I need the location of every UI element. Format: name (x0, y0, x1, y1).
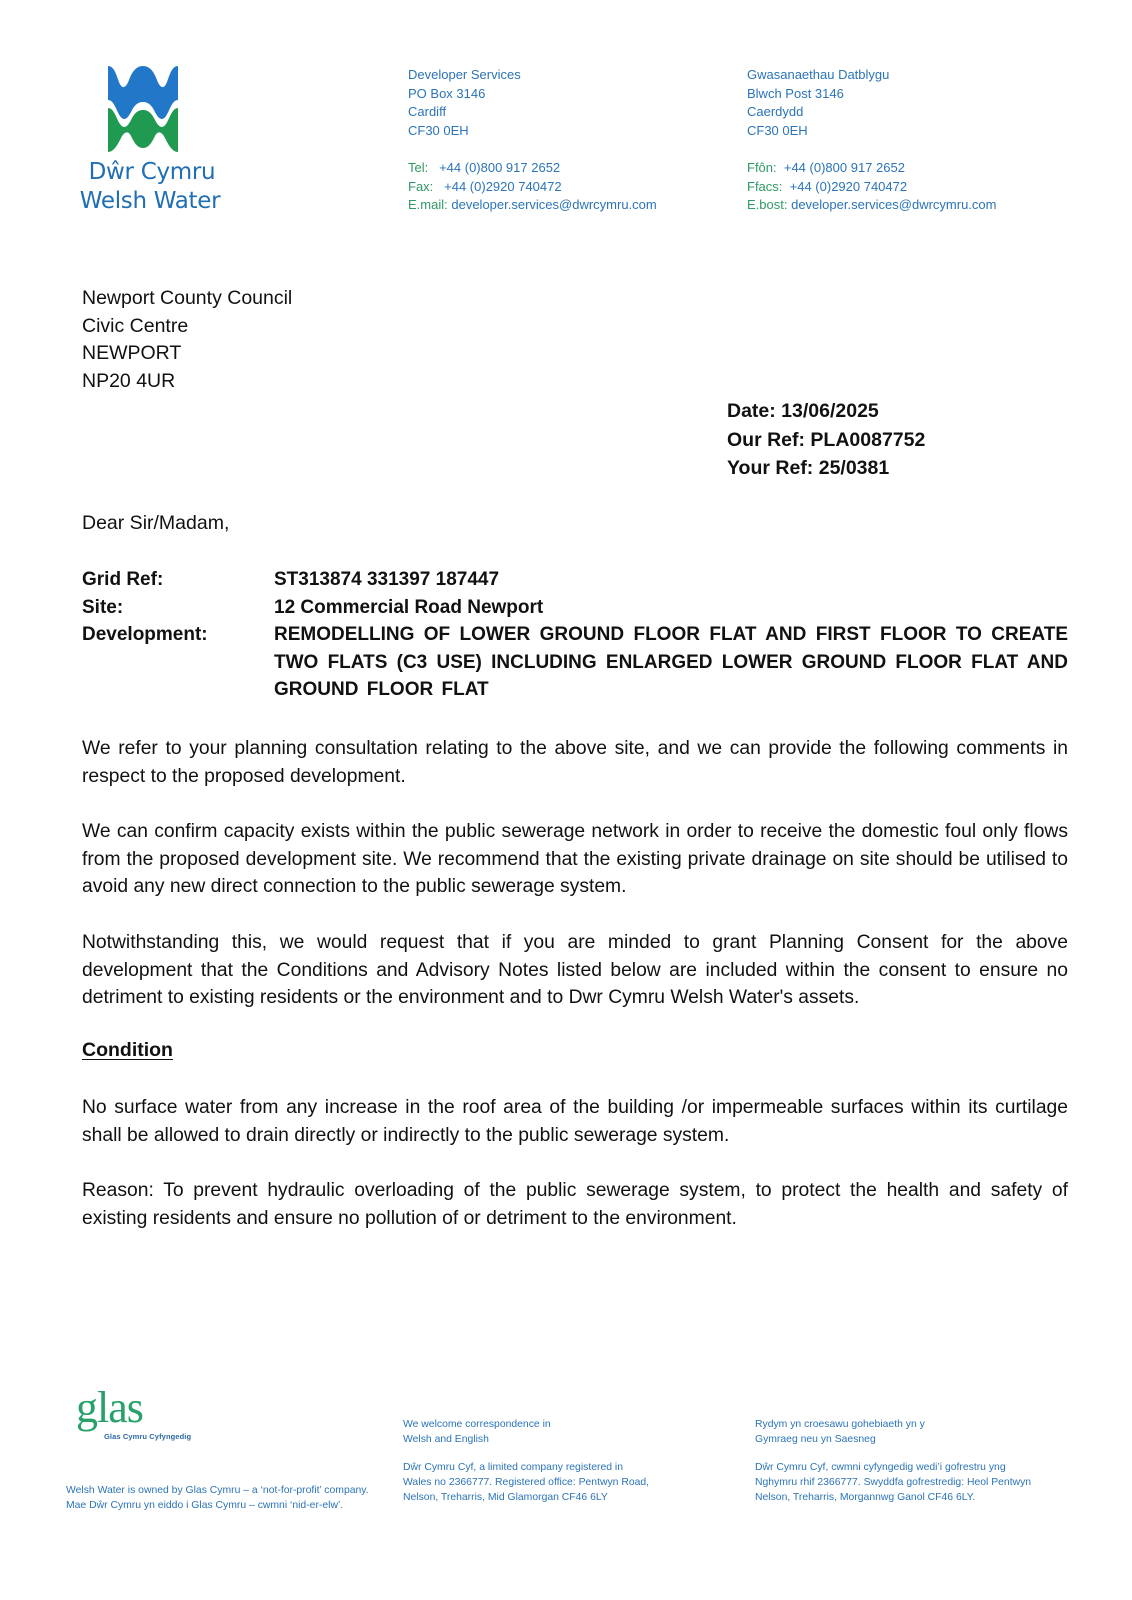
recipient-address (82, 285, 292, 395)
glas-cymru-subtitle: Glas Cymru Cyfyngedig (104, 1432, 192, 1441)
fax-label: Fax: (408, 178, 434, 194)
registration-line-welsh: Dŵr Cymru Cyf, cwmni cyfyngedig wedi’i gofrestru yng (755, 1462, 1006, 1473)
ownership-statement (66, 1483, 369, 1513)
email-line (408, 196, 657, 215)
fax-line-welsh (747, 178, 996, 197)
registration-line: Dŵr Cymru Cyf, a limited company registered in (403, 1462, 623, 1473)
our-reference: Our Ref: PLA0087752 (727, 428, 926, 451)
telephone-line (408, 159, 657, 178)
intro-paragraph: We refer to your planning consultation relating to the above site, and we can provide the following comments in respect to the proposed development. (82, 738, 1068, 787)
fax-number-welsh: +44 (0)2920 740472 (789, 178, 908, 194)
registration-line-welsh: Nghymru rhif 2366777. Swyddfa gofrestredig: Heol Pentwyn (755, 1477, 1032, 1488)
telephone-number-welsh: +44 (0)800 917 2652 (783, 159, 905, 175)
condition-paragraph: No surface water from any increase in the roof area of the building /or impermeable surfaces within its curtilage shall be allowed to drain directly or indirectly to the public sewerage system. (82, 1097, 1068, 1146)
recipient-line: Civic Centre (82, 314, 189, 337)
po-box-welsh: Blwch Post 3146 (747, 85, 844, 101)
letter-date: Date: 13/06/2025 (727, 400, 879, 422)
telephone-label: Tel: (408, 159, 429, 175)
email-address-welsh[interactable]: developer.services@dwrcymru.com (791, 197, 997, 213)
salutation: Dear Sir/Madam, (82, 512, 230, 534)
capacity-paragraph: We can confirm capacity exists within the public sewerage network in order to receive the domestic foul only flows from the proposed development site. We recommend that the existing private drainage on site should be utilised to avoid any new direct connection to the public sewerage system. (82, 821, 1068, 898)
your-reference: Your Ref: 25/0381 (727, 457, 890, 479)
development-row (82, 621, 1068, 704)
department-name: Developer Services (408, 67, 521, 82)
email-label-welsh: E.bost: (747, 197, 788, 213)
welcome-line-welsh: Gymraeg neu yn Saesneg (755, 1434, 876, 1445)
postcode-welsh: CF30 0EH (747, 122, 808, 138)
welcome-line-welsh: Rydym yn croesawu gohebiaeth yn y (755, 1419, 925, 1430)
glas-cymru-logo: glas (76, 1383, 143, 1432)
reference-block (727, 397, 925, 483)
development-label: Development: (82, 624, 208, 645)
po-box: PO Box 3146 (408, 85, 486, 101)
welsh-water-logo (70, 62, 230, 222)
contact-block-english (408, 66, 657, 215)
postcode: CF30 0EH (408, 122, 469, 138)
grid-ref-row (82, 566, 1068, 594)
site-value: 12 Commercial Road Newport (274, 596, 544, 618)
email-label: E.mail: (408, 197, 448, 213)
recipient-line: NP20 4UR (82, 369, 176, 392)
welcome-line: Welsh and English (403, 1434, 489, 1445)
logo-welsh-name: Dŵr Cymru (88, 159, 216, 185)
ownership-line-welsh: Mae Dŵr Cymru yn eiddo i Glas Cymru – cwmni ‘nid-er-elw’. (66, 1500, 344, 1511)
reason-paragraph: Reason: To prevent hydraulic overloading of the public sewerage system, to protect the health and safety of existing residents and ensure no pollution of or detriment to the environment. (82, 1180, 1068, 1229)
fax-label-welsh: Ffacs: (747, 178, 783, 194)
development-value: REMODELLING OF LOWER GROUND FLOOR FLAT AND FIRST FLOOR TO CREATE TWO FLATS (C3 USE) INCLUDING ENLARGED LOWER GROUND FLOOR FLAT AND GROUND FLOOR FLAT (274, 624, 1068, 700)
fax-number: +44 (0)2920 740472 (444, 178, 562, 194)
email-address[interactable]: developer.services@dwrcymru.com (451, 197, 657, 213)
request-paragraph: Notwithstanding this, we would request that if you are minded to grant Planning Consent for the above development that the Conditions and Advisory Notes listed below are included within the consent to ensure no detriment to existing residents or the environment and to Dwr Cymru Welsh Water's assets. (82, 932, 1068, 1009)
city-welsh: Caerdydd (747, 104, 804, 120)
registration-line-welsh: Nelson, Treharris, Morgannwg Ganol CF46 6LY. (755, 1492, 976, 1503)
site-particulars (82, 566, 1068, 704)
recipient-line: Newport County Council (82, 287, 293, 309)
department-name-welsh: Gwasanaethau Datblygu (747, 67, 890, 82)
footer-welsh-info (755, 1417, 1031, 1505)
welcome-line: We welcome correspondence in (403, 1419, 551, 1430)
telephone-label-welsh: Ffôn: (747, 159, 777, 175)
contact-block-welsh (747, 66, 996, 215)
grid-ref-value: ST313874 331397 187447 (274, 569, 500, 590)
telephone-number: +44 (0)800 917 2652 (439, 159, 561, 175)
city: Cardiff (408, 104, 447, 120)
welsh-water-wave-icon (106, 64, 180, 154)
condition-heading: Condition (82, 1039, 173, 1061)
ownership-line-english: Welsh Water is owned by Glas Cymru – a ‘not-for-profit’ company. (66, 1485, 369, 1496)
telephone-line-welsh (747, 159, 996, 178)
recipient-line: NEWPORT (82, 342, 182, 364)
site-label: Site: (82, 596, 124, 618)
logo-english-name: Welsh Water (79, 188, 221, 214)
site-row (82, 594, 1068, 622)
registration-line: Nelson, Treharris, Mid Glamorgan CF46 6LY (403, 1492, 608, 1503)
email-line-welsh (747, 196, 996, 215)
registration-line: Wales no 2366777. Registered office: Pentwyn Road, (403, 1477, 650, 1488)
grid-ref-label: Grid Ref: (82, 569, 164, 590)
fax-line (408, 178, 657, 197)
footer-english-info (403, 1417, 649, 1505)
